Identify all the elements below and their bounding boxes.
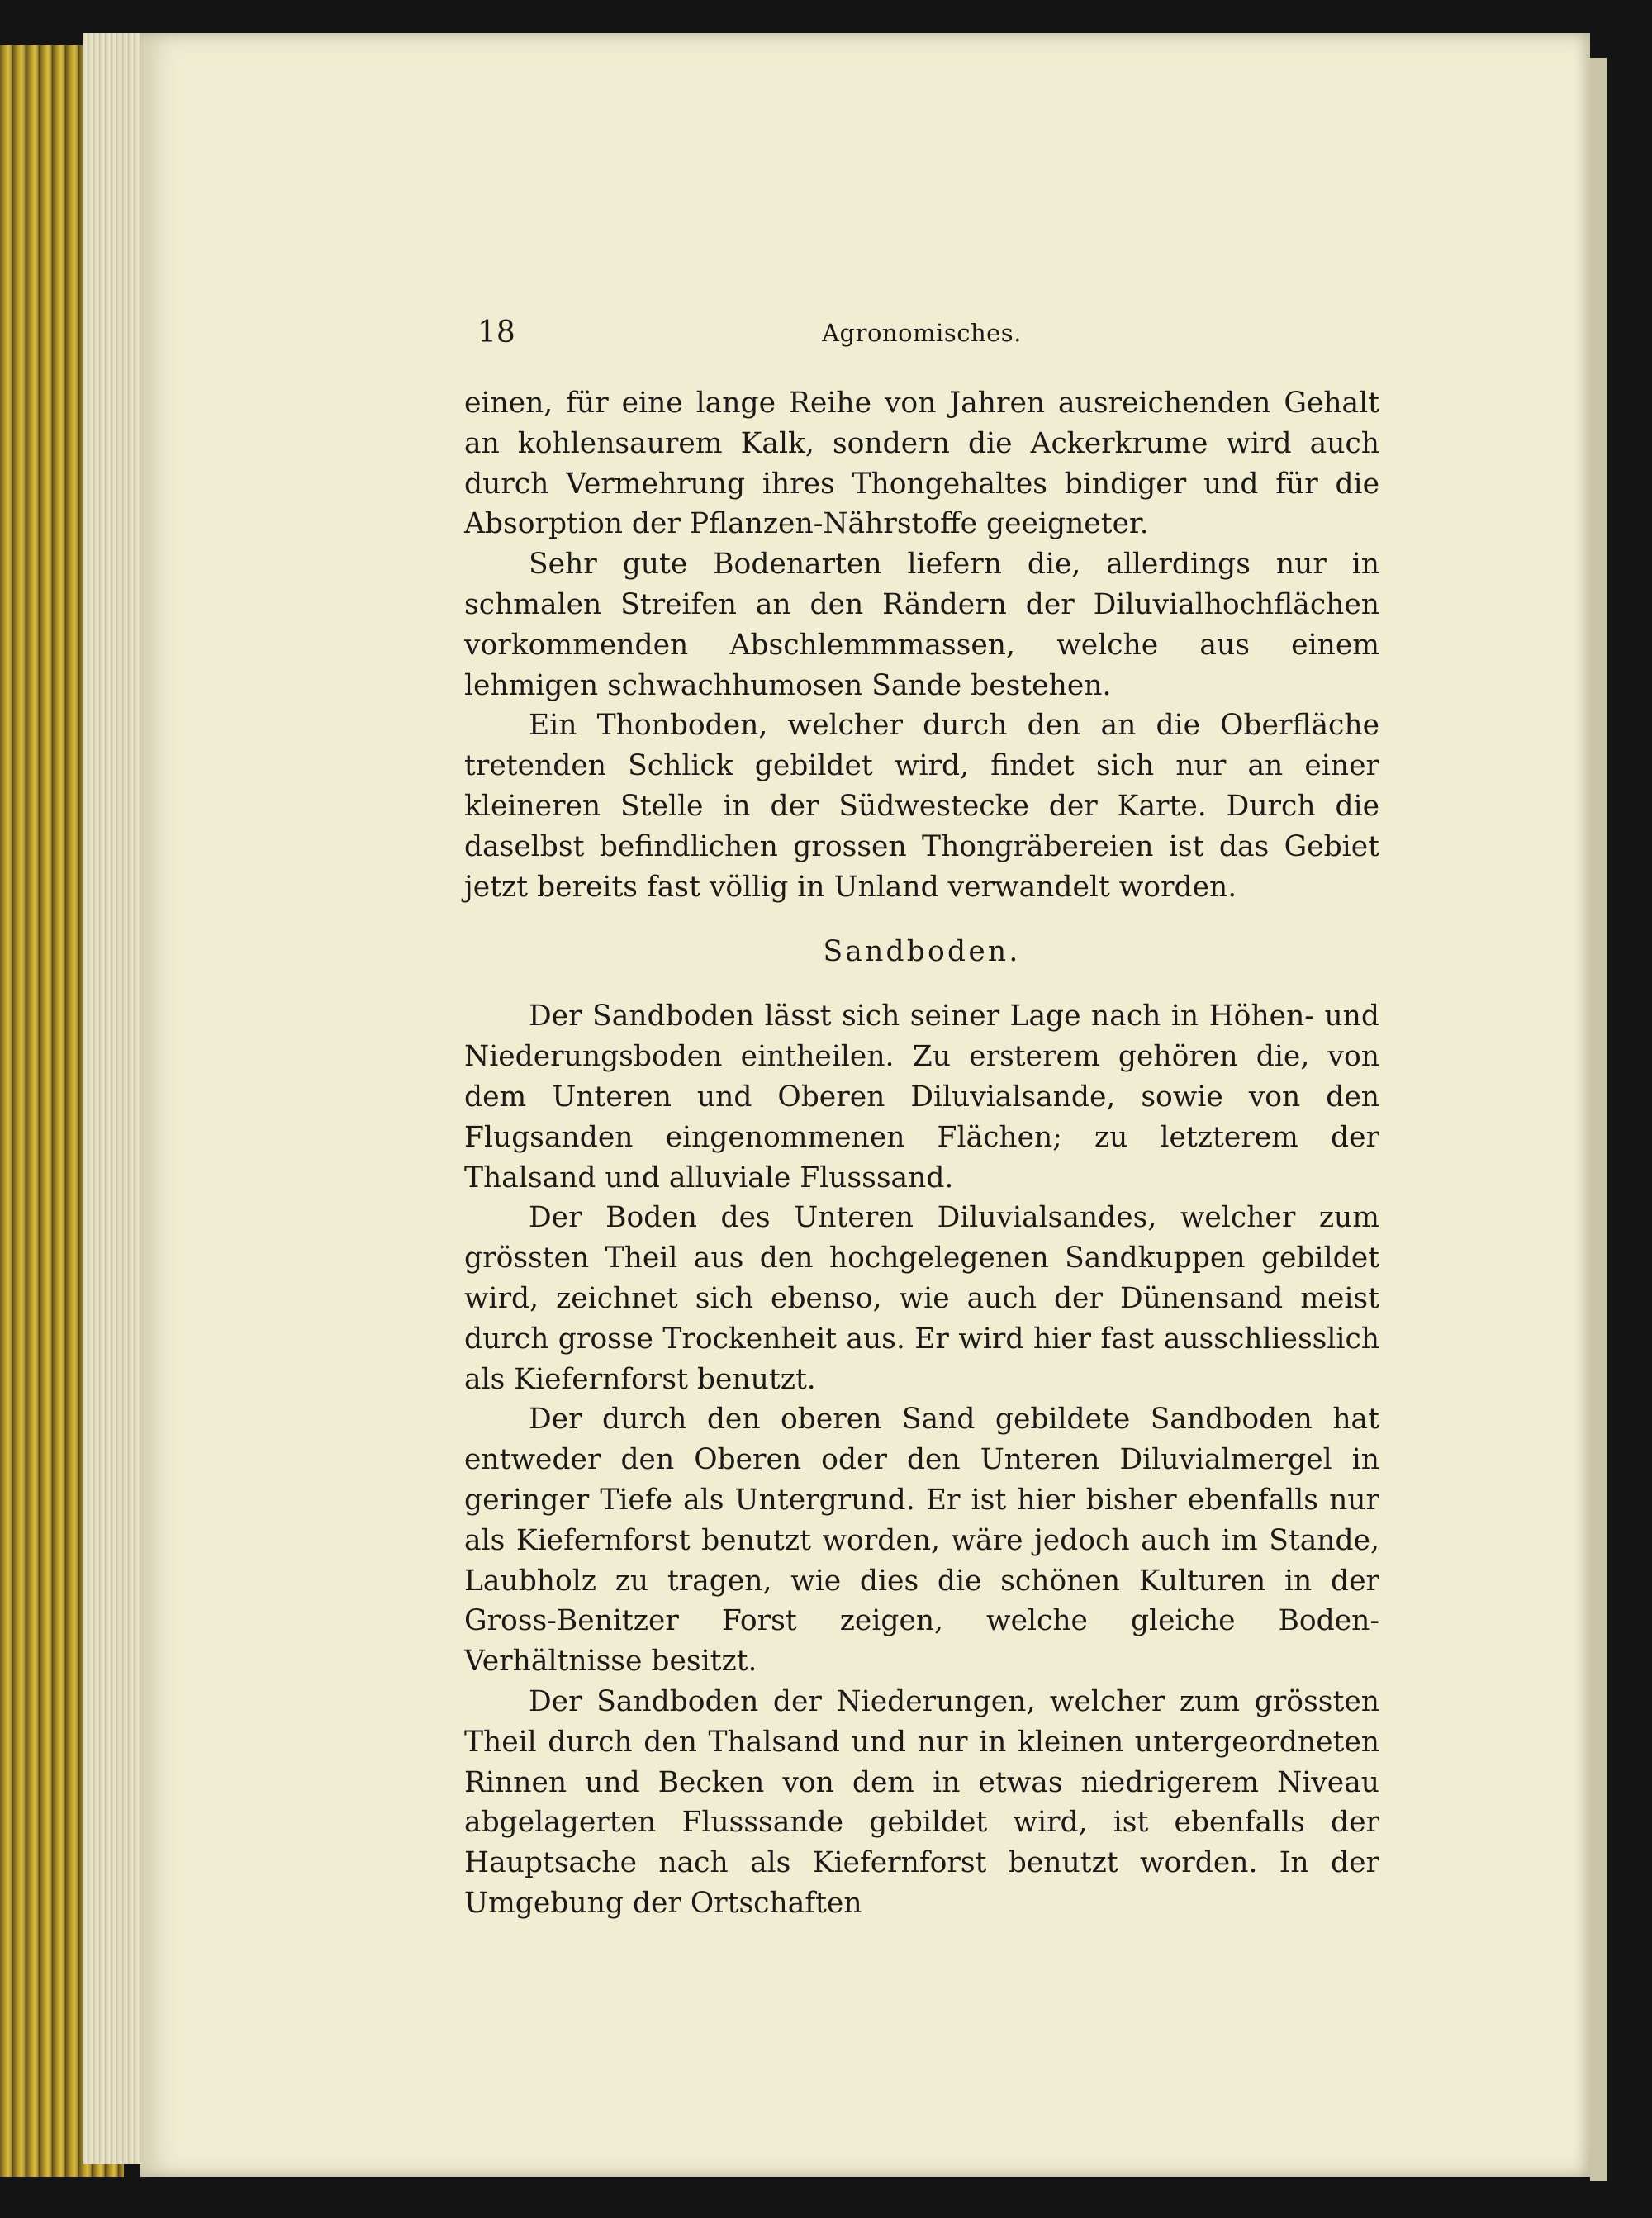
paragraph-continued: einen, für eine lange Reihe von Jahren ausreichenden Gehalt an kohlensaurem Kalk, sondern die Ackerkrume wird auch durch Vermehrung ihres Thongehaltes bindiger und für die Absorption der Pflanzen-Nährstoffe geeigneter. bbox=[464, 387, 1379, 541]
paragraph: Der Sandboden der Niederungen, welcher zum grössten Theil durch den Thalsand und nur in kleinen untergeordneten Rinnen und Becken von dem in etwas niedrigerem Niveau abgelagerten Flusssande gebildet wird, ist ebenfalls der Hauptsache nach als Kiefernforst benutzt worden. In der Umgebung der Ortschaften bbox=[464, 1684, 1379, 1920]
running-head-title: Agronomisches. bbox=[822, 319, 1022, 347]
section-heading: Sandboden. bbox=[823, 935, 1021, 969]
page-text-block bbox=[464, 316, 1379, 1924]
running-head bbox=[464, 316, 1379, 365]
page-number: 18 bbox=[477, 316, 515, 349]
facing-page-edge bbox=[1590, 58, 1607, 2181]
paragraph: Der Boden des Unteren Diluvialsandes, welcher zum grössten Theil aus den hochgelegenen Sandkuppen gebildet wird, zeichnet sich ebenso, wie auch der Dünensand meist durch grosse Trockenheit aus. Er wird hier fast ausschliesslich als Kiefernforst benutzt. bbox=[464, 1201, 1379, 1396]
paragraph: Der Sandboden lässt sich seiner Lage nach in Höhen- und Niederungsboden eintheilen. Zu ersterem gehören die, von dem Unteren und Oberen Diluvialsande, sowie von den Flugsanden eingenommenen Flächen; zu letzterem der Thalsand und alluviale Flusssand. bbox=[464, 1000, 1379, 1194]
paragraph: Sehr gute Bodenarten liefern die, allerdings nur in schmalen Streifen an den Rändern der Diluvialhochflächen vorkommenden Abschlemmmassen, welche aus einem lehmigen schwachhumosen Sande bestehen. bbox=[464, 548, 1379, 702]
paragraph: Ein Thonboden, welcher durch den an die Oberfläche tretenden Schlick gebildet wird, findet sich nur an einer kleineren Stelle in der Südwestecke der Karte. Durch die daselbst befindlichen grossen Thongräbereien ist das Gebiet jetzt bereits fast völlig in Unland verwandelt worden. bbox=[464, 709, 1379, 904]
paragraph: Der durch den oberen Sand gebildete Sandboden hat entweder den Oberen oder den Unteren Diluvialmergel in geringer Tiefe als Untergrund. Er ist hier bisher ebenfalls nur als Kiefernforst benutzt worden, wäre jedoch auch im Stande, Laubholz zu tragen, wie dies die schönen Kulturen in der Gross-Benitzer Forst zeigen, welche gleiche Boden-Verhältnisse besitzt. bbox=[464, 1403, 1379, 1679]
